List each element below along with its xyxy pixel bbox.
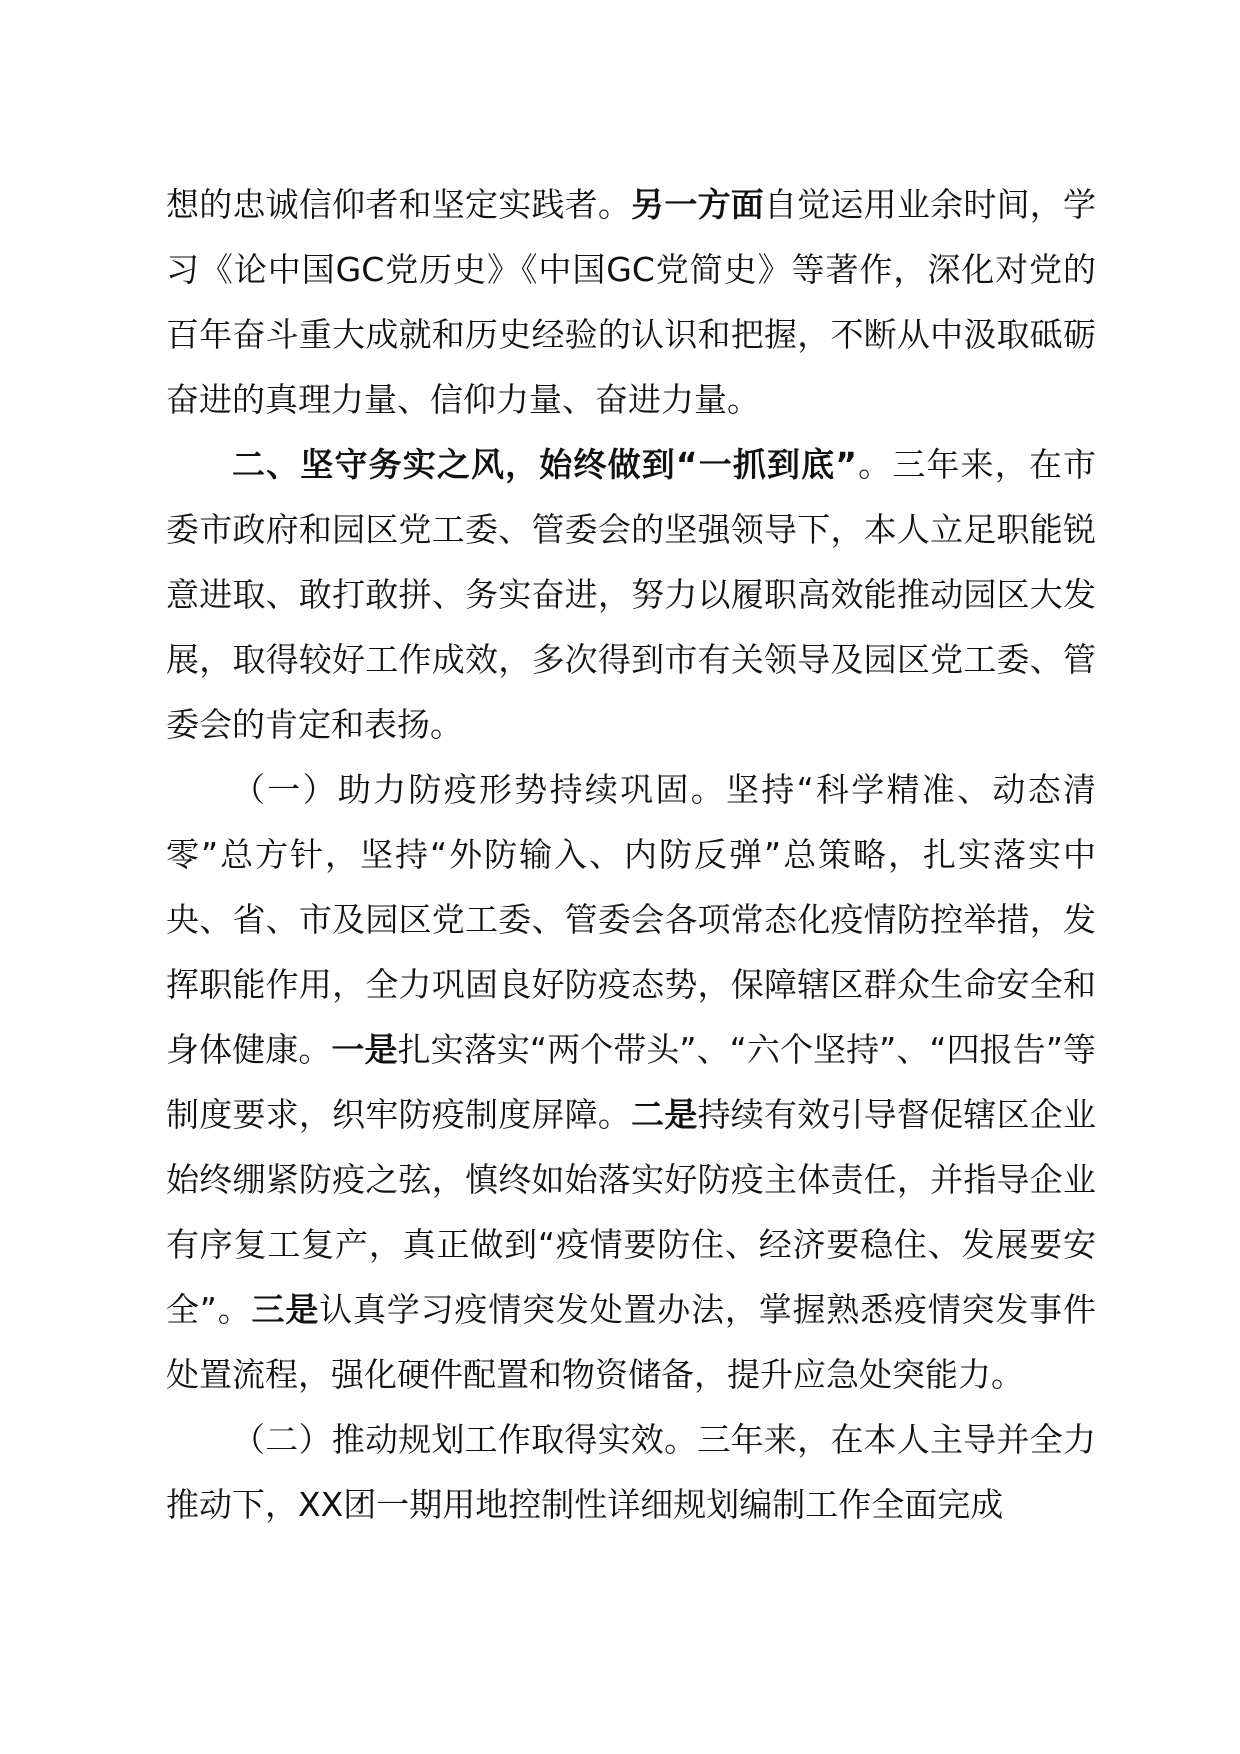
text-segment: 自觉运用业余时间，学习《论中国GC党历史》《中国GC党简史》等著作，深化对党的百年奋斗重大成就和历史经验的认识和把握，不断从中汲取砥砺奋进的真理力量、信仰力量、奋进力量。	[166, 185, 1097, 419]
section-heading-paragraph	[166, 432, 1096, 757]
text-segment: 。三年来，在市委市政府和园区党工委、管委会的坚强领导下，本人立足职能锐意进取、敢打敢拼、务实奋进，努力以履职高效能推动园区大发展，取得较好工作成效，多次得到市有关领导及园区党工委、管委会的肯定和表扬。	[166, 445, 1096, 744]
bold-phrase: 三是	[251, 1290, 320, 1329]
text-segment: 认真学习疫情突发处置办法，掌握熟悉疫情突发事件处置流程，强化硬件配置和物资储备，提升应急处突能力。	[166, 1290, 1096, 1394]
section-heading: 二、坚守务实之风，始终做到“一抓到底”	[232, 445, 857, 484]
text-segment: （二）推动规划工作取得实效。三年来，在本人主导并全力推动下，XX团一期用地控制性详细规划编制工作全面完成	[166, 1420, 1096, 1524]
body-text	[166, 172, 1096, 1537]
subsection-paragraph	[166, 1407, 1096, 1537]
subsection-paragraph	[166, 757, 1096, 1407]
text-segment: 扎实落实“两个带头”、“六个坚持”、“四报告”等制度要求，织牢防疫制度屏障。	[166, 1030, 1097, 1134]
text-segment: 持续有效引导督促辖区企业始终绷紧防疫之弦，慎终如始落实好防疫主体责任，并指导企业有序复工复产，真正做到“疫情要防住、经济要稳住、发展要安全”。	[166, 1095, 1097, 1329]
bold-phrase: 二是	[631, 1095, 698, 1134]
text-segment: 想的忠诚信仰者和坚定实践者。	[166, 185, 632, 224]
bold-phrase: 一是	[331, 1030, 398, 1069]
paragraph-continuation	[166, 172, 1096, 432]
bold-phrase: 另一方面	[631, 185, 765, 224]
text-segment: （一）助力防疫形势持续巩固。坚持“科学精准、动态清零”总方针，坚持“外防输入、内防反弹”总策略，扎实落实中央、省、市及园区党工委、管委会各项常态化疫情防控举措，发挥职能作用，全力巩固良好防疫态势，保障辖区群众生命安全和身体健康。	[166, 770, 1096, 1069]
